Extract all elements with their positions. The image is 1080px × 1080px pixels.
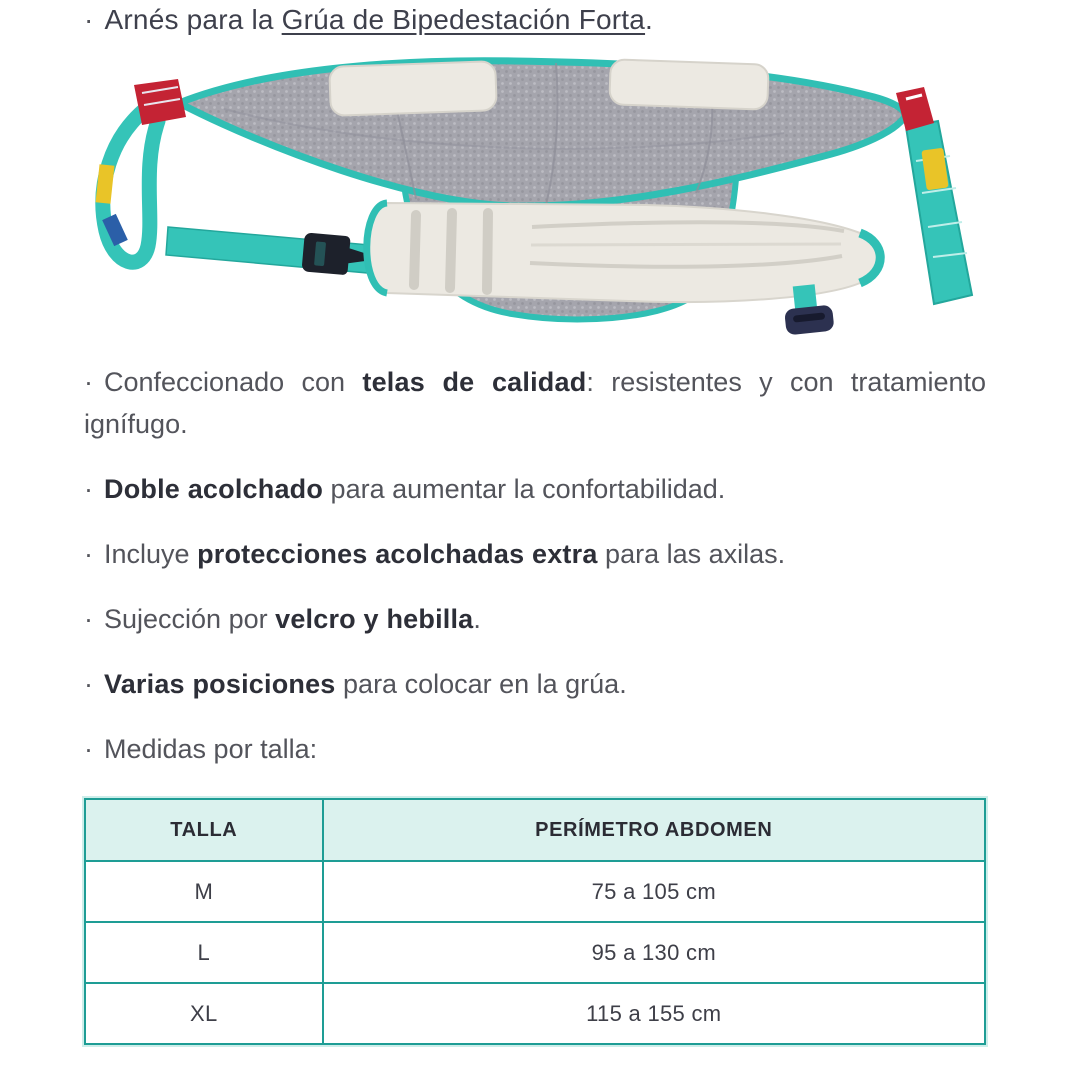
feature-item-sizes (84, 728, 986, 770)
title-bullet: · (84, 4, 94, 35)
feature-bold-text: Varias posiciones (104, 669, 336, 699)
main-belt (179, 61, 905, 206)
feature-text: : resistentes y con tratamiento ignífugo. (84, 367, 986, 439)
right-attachment-loop (896, 87, 972, 304)
title-suffix: . (645, 4, 654, 35)
size-table (84, 798, 986, 1045)
harness-illustration (84, 57, 990, 347)
feature-bold-text: Doble acolchado (104, 474, 324, 504)
feature-text: para las axilas. (597, 539, 786, 569)
feature-item-protections (84, 533, 986, 575)
feature-bold-text: protecciones acolchadas extra (197, 539, 598, 569)
bullet: · (84, 367, 93, 397)
cell-talla: L (85, 922, 323, 983)
feature-item-padding (84, 468, 986, 510)
feature-text: para aumentar la confortabilidad. (323, 474, 726, 504)
feature-text: Medidas por talla: (104, 734, 318, 764)
table-row (85, 983, 985, 1044)
axilla-pad-left (329, 61, 497, 116)
table-header-row (85, 799, 985, 861)
feature-item-positions (84, 663, 986, 705)
feature-text: . (473, 604, 481, 634)
table-row (85, 861, 985, 922)
product-image (84, 57, 990, 347)
bullet: · (84, 604, 93, 634)
bullet: · (84, 734, 93, 764)
feature-text: Incluye (104, 539, 198, 569)
cell-perimetro: 95 a 130 cm (323, 922, 985, 983)
cell-perimetro: 75 a 105 cm (323, 861, 985, 922)
table-row (85, 922, 985, 983)
cell-talla: XL (85, 983, 323, 1044)
page-title (84, 0, 986, 37)
header-cell-perimetro: PERÍMETRO ABDOMEN (323, 799, 985, 861)
bullet: · (84, 539, 93, 569)
cell-talla: M (85, 861, 323, 922)
title-prefix: Arnés para la (104, 4, 282, 35)
bullet: · (84, 669, 93, 699)
waist-strap (166, 227, 373, 277)
feature-text: Sujección por (104, 604, 276, 634)
feature-text: Confeccionado con (104, 367, 363, 397)
feature-bold-text: velcro y hebilla (275, 604, 474, 634)
axilla-pad-right (609, 59, 768, 109)
cell-perimetro: 115 a 155 cm (323, 983, 985, 1044)
feature-bold-text: telas de calidad (362, 367, 587, 397)
feature-item-fastening (84, 598, 986, 640)
bullet: · (84, 474, 93, 504)
feature-text: para colocar en la grúa. (335, 669, 627, 699)
feature-item-materials (84, 361, 986, 445)
header-cell-talla: TALLA (85, 799, 323, 861)
product-link[interactable]: Grúa de Bipedestación Forta (281, 4, 646, 35)
